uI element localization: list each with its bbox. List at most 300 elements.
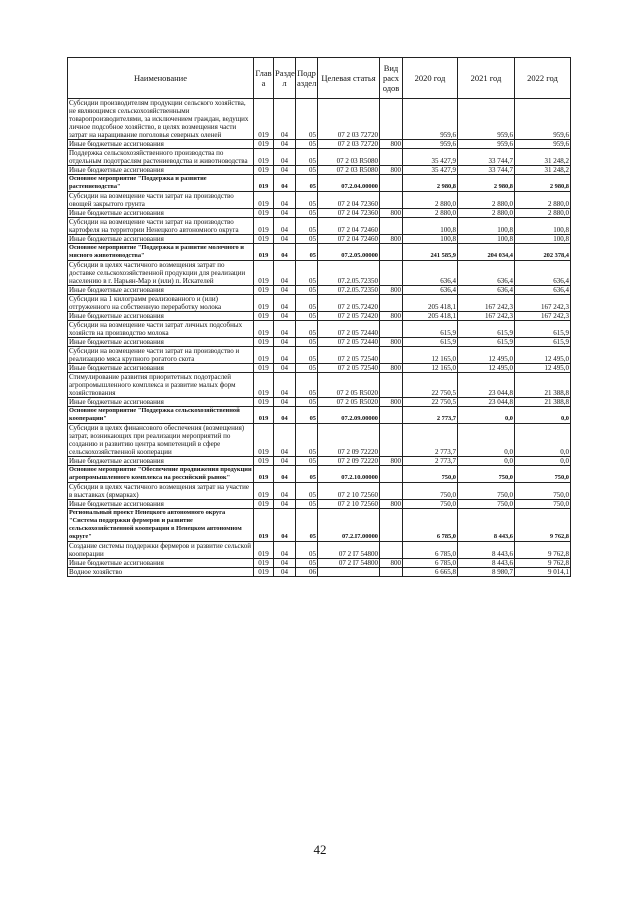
table-row (68, 244, 571, 261)
cell-2020: 959,6 (403, 140, 458, 149)
cell-target: 07 2 03 R5080 (318, 149, 380, 166)
cell-2022: 31 248,2 (515, 149, 571, 166)
cell-exp-type: 800 (380, 312, 403, 321)
cell-exp-type (380, 373, 403, 398)
cell-name: Иные бюджетные ассигнования (68, 500, 254, 509)
cell-2022: 167 242,3 (515, 295, 571, 312)
table-header-row (68, 58, 571, 99)
cell-2022: 750,0 (515, 466, 571, 483)
cell-exp-type (380, 407, 403, 424)
cell-exp-type (380, 509, 403, 542)
table-row (68, 500, 571, 509)
cell-exp-type: 800 (380, 364, 403, 373)
cell-razdel: 04 (274, 542, 296, 559)
cell-target: 07.2.I7.00000 (318, 509, 380, 542)
cell-glava: 019 (254, 364, 274, 373)
cell-razdel: 04 (274, 483, 296, 500)
cell-exp-type (380, 466, 403, 483)
cell-target: 07 2 I7 54800 (318, 559, 380, 568)
cell-target: 07 2 05 72540 (318, 364, 380, 373)
cell-2020: 12 165,0 (403, 364, 458, 373)
cell-podrazdel: 05 (296, 192, 318, 209)
cell-podrazdel: 05 (296, 407, 318, 424)
cell-razdel: 04 (274, 509, 296, 542)
cell-2022: 750,0 (515, 500, 571, 509)
cell-razdel: 04 (274, 364, 296, 373)
cell-target: 07.2.05.72350 (318, 261, 380, 286)
cell-exp-type: 800 (380, 286, 403, 295)
cell-2022: 9 014,1 (515, 568, 571, 577)
table-row (68, 209, 571, 218)
cell-podrazdel: 05 (296, 244, 318, 261)
header-razdel: Разде л (274, 58, 296, 99)
cell-razdel: 04 (274, 466, 296, 483)
cell-2021: 636,4 (458, 261, 515, 286)
cell-name: Иные бюджетные ассигнования (68, 286, 254, 295)
cell-2020: 22 750,5 (403, 373, 458, 398)
cell-2021: 8 443,6 (458, 559, 515, 568)
cell-target: 07 2 05 R5020 (318, 373, 380, 398)
cell-2020: 2 980,8 (403, 175, 458, 192)
cell-2022: 959,6 (515, 99, 571, 140)
cell-razdel: 04 (274, 321, 296, 338)
cell-name: Субсидии в целях частичного возмещения затрат на участие в выставках (ярмарках) (68, 483, 254, 500)
cell-2021: 0,0 (458, 457, 515, 466)
cell-target: 07 2 05 72440 (318, 321, 380, 338)
cell-2021: 615,9 (458, 321, 515, 338)
cell-glava: 019 (254, 235, 274, 244)
cell-exp-type (380, 424, 403, 457)
cell-target: 07.2.04.00000 (318, 175, 380, 192)
table-body (68, 99, 571, 577)
cell-podrazdel: 05 (296, 483, 318, 500)
cell-glava: 019 (254, 295, 274, 312)
header-exp-type: Вид расх одов (380, 58, 403, 99)
cell-name: Иные бюджетные ассигнования (68, 235, 254, 244)
cell-target: 07 2 03 72720 (318, 99, 380, 140)
cell-razdel: 04 (274, 398, 296, 407)
cell-name: Субсидии производителям продукции сельского хозяйства, не являющимся сельскохозяйственными товаропроизводителями, за исключением граждан, ведущих личное подсобное хозяйство, в целях возмещения части затрат на наращивание поголовья северных оленей (68, 99, 254, 140)
cell-podrazdel: 05 (296, 509, 318, 542)
cell-2022: 21 388,8 (515, 398, 571, 407)
cell-razdel: 04 (274, 209, 296, 218)
header-2021: 2021 год (458, 58, 515, 99)
cell-podrazdel: 05 (296, 140, 318, 149)
cell-target: 07 2 I7 54800 (318, 542, 380, 559)
cell-podrazdel: 05 (296, 175, 318, 192)
table-row (68, 312, 571, 321)
cell-razdel: 04 (274, 192, 296, 209)
table-row (68, 457, 571, 466)
cell-exp-type: 800 (380, 338, 403, 347)
cell-glava: 019 (254, 218, 274, 235)
cell-target: 07.2.05.00000 (318, 244, 380, 261)
cell-2020: 2 880,0 (403, 209, 458, 218)
cell-2020: 2 880,0 (403, 192, 458, 209)
cell-glava: 019 (254, 312, 274, 321)
cell-podrazdel: 05 (296, 347, 318, 364)
cell-2022: 0,0 (515, 457, 571, 466)
cell-2021: 2 980,8 (458, 175, 515, 192)
cell-name: Иные бюджетные ассигнования (68, 140, 254, 149)
cell-razdel: 04 (274, 500, 296, 509)
cell-2022: 202 378,4 (515, 244, 571, 261)
table-row (68, 466, 571, 483)
cell-2022: 12 495,0 (515, 364, 571, 373)
cell-2021: 204 034,4 (458, 244, 515, 261)
cell-podrazdel: 05 (296, 166, 318, 175)
cell-glava: 019 (254, 338, 274, 347)
cell-2020: 636,4 (403, 261, 458, 286)
cell-target: 07 2 05 R5020 (318, 398, 380, 407)
cell-2022: 100,8 (515, 218, 571, 235)
cell-glava: 019 (254, 244, 274, 261)
cell-2021: 100,8 (458, 235, 515, 244)
cell-exp-type: 800 (380, 457, 403, 466)
cell-target: 07 2 05.72420 (318, 295, 380, 312)
cell-razdel: 04 (274, 218, 296, 235)
cell-exp-type (380, 542, 403, 559)
cell-2020: 2 773,7 (403, 424, 458, 457)
cell-podrazdel: 05 (296, 321, 318, 338)
cell-target: 07 2 10 72560 (318, 500, 380, 509)
cell-podrazdel: 05 (296, 338, 318, 347)
cell-target: 07.2.05.72350 (318, 286, 380, 295)
table-row (68, 140, 571, 149)
cell-2020: 2 773,7 (403, 457, 458, 466)
cell-2022: 636,4 (515, 261, 571, 286)
cell-2021: 12 495,0 (458, 347, 515, 364)
table-row (68, 424, 571, 457)
cell-2021: 23 044,8 (458, 373, 515, 398)
cell-razdel: 04 (274, 166, 296, 175)
cell-glava: 019 (254, 149, 274, 166)
cell-name: Основное мероприятие "Поддержка сельскохозяйственной кооперации" (68, 407, 254, 424)
cell-2020: 6 785,0 (403, 542, 458, 559)
cell-exp-type: 800 (380, 559, 403, 568)
table-row (68, 286, 571, 295)
table-row (68, 261, 571, 286)
page-number: 42 (313, 842, 327, 857)
cell-2022: 615,9 (515, 338, 571, 347)
cell-2021: 959,6 (458, 99, 515, 140)
cell-exp-type (380, 218, 403, 235)
cell-2022: 959,6 (515, 140, 571, 149)
cell-glava: 019 (254, 457, 274, 466)
table-row (68, 166, 571, 175)
cell-2022: 9 762,8 (515, 542, 571, 559)
cell-glava: 019 (254, 373, 274, 398)
cell-2021: 167 242,3 (458, 312, 515, 321)
cell-name: Иные бюджетные ассигнования (68, 338, 254, 347)
header-name: Наименование (68, 58, 254, 99)
table-row (68, 542, 571, 559)
cell-razdel: 04 (274, 99, 296, 140)
cell-2022: 2 880,0 (515, 192, 571, 209)
cell-name: Субсидии на возмещение части затрат личных подсобных хозяйств на производство молока (68, 321, 254, 338)
cell-2022: 636,4 (515, 286, 571, 295)
cell-2021: 615,9 (458, 338, 515, 347)
cell-podrazdel: 05 (296, 398, 318, 407)
cell-2021: 2 880,0 (458, 209, 515, 218)
cell-exp-type (380, 175, 403, 192)
cell-name: Иные бюджетные ассигнования (68, 209, 254, 218)
cell-2020: 750,0 (403, 466, 458, 483)
cell-2020: 6 785,0 (403, 559, 458, 568)
cell-name: Субсидии на возмещение части затрат на производство картофеля на территории Ненецкого автономного округа (68, 218, 254, 235)
cell-2022: 31 248,2 (515, 166, 571, 175)
cell-name: Иные бюджетные ассигнования (68, 166, 254, 175)
cell-name: Региональный проект Ненецкого автономного округа "Система поддержки фермеров и развитие сельскохозяйственной кооперации в Ненецком автономном округе" (68, 509, 254, 542)
cell-glava: 019 (254, 321, 274, 338)
cell-glava: 019 (254, 542, 274, 559)
cell-2021: 8 443,6 (458, 542, 515, 559)
cell-name: Субсидии на возмещение части затрат на производство овощей закрытого грунта (68, 192, 254, 209)
cell-glava: 019 (254, 568, 274, 577)
cell-podrazdel: 05 (296, 457, 318, 466)
cell-exp-type (380, 483, 403, 500)
cell-2020: 241 585,9 (403, 244, 458, 261)
cell-target: 07 2 09 72220 (318, 457, 380, 466)
cell-target: 07 2 04 72460 (318, 218, 380, 235)
cell-razdel: 04 (274, 407, 296, 424)
cell-razdel: 04 (274, 424, 296, 457)
cell-glava: 019 (254, 286, 274, 295)
cell-glava: 019 (254, 261, 274, 286)
table-row (68, 407, 571, 424)
cell-razdel: 04 (274, 457, 296, 466)
cell-2021: 0,0 (458, 407, 515, 424)
cell-razdel: 04 (274, 295, 296, 312)
cell-2020: 35 427,9 (403, 166, 458, 175)
budget-table (67, 57, 571, 577)
cell-name: Субсидии в целях частичного возмещения затрат по доставке сельскохозяйственной продукции для реализации населению в г. Нарьян-Мар и (или) п. Искателей (68, 261, 254, 286)
cell-name: Создание системы поддержки фермеров и развитие сельской кооперации (68, 542, 254, 559)
cell-2020: 6 665,8 (403, 568, 458, 577)
cell-exp-type (380, 347, 403, 364)
cell-name: Субсидии на 1 килограмм реализованного и (или) отгруженного на собственную переработку молока (68, 295, 254, 312)
cell-razdel: 04 (274, 286, 296, 295)
cell-podrazdel: 06 (296, 568, 318, 577)
table-row (68, 295, 571, 312)
cell-2021: 2 880,0 (458, 192, 515, 209)
table-row (68, 509, 571, 542)
cell-2022: 100,8 (515, 235, 571, 244)
table-row (68, 364, 571, 373)
cell-razdel: 04 (274, 559, 296, 568)
cell-glava: 019 (254, 509, 274, 542)
table-row (68, 398, 571, 407)
cell-target: 07.2.09.00000 (318, 407, 380, 424)
cell-2021: 23 044,8 (458, 398, 515, 407)
table-row (68, 192, 571, 209)
cell-glava: 019 (254, 407, 274, 424)
cell-2020: 12 165,0 (403, 347, 458, 364)
cell-razdel: 04 (274, 235, 296, 244)
cell-target: 07 2 05 72420 (318, 312, 380, 321)
cell-2020: 615,9 (403, 321, 458, 338)
cell-2021: 750,0 (458, 500, 515, 509)
cell-target: 07 2 03 R5080 (318, 166, 380, 175)
cell-2020: 205 418,1 (403, 312, 458, 321)
header-2020: 2020 год (403, 58, 458, 99)
cell-razdel: 04 (274, 568, 296, 577)
cell-name: Субсидии на возмещение части затрат на производство и реализацию мяса крупного рогатого скота (68, 347, 254, 364)
cell-target: 07.2.10.00000 (318, 466, 380, 483)
cell-target: 07 2 05 72540 (318, 347, 380, 364)
cell-2022: 2 880,0 (515, 209, 571, 218)
cell-exp-type: 800 (380, 398, 403, 407)
table-row (68, 99, 571, 140)
table-row (68, 373, 571, 398)
cell-2022: 21 388,8 (515, 373, 571, 398)
table-row (68, 559, 571, 568)
cell-2022: 9 762,8 (515, 509, 571, 542)
cell-2021: 100,8 (458, 218, 515, 235)
cell-2020: 205 418,1 (403, 295, 458, 312)
cell-name: Основное мероприятие "Обеспечение продвижения продукции агропромышленного комплекса на российский рынок" (69, 466, 252, 481)
cell-name: Иные бюджетные ассигнования (68, 364, 254, 373)
cell-podrazdel: 05 (296, 99, 318, 140)
cell-name: Субсидии в целях финансового обеспечения (возмещения) затрат, возникающих при реализации мероприятий по созданию и развитию центра компетенций в сфере сельскохозяйственной кооперации (68, 424, 254, 457)
cell-podrazdel: 05 (296, 286, 318, 295)
cell-target (318, 568, 380, 577)
cell-podrazdel: 05 (296, 542, 318, 559)
header-glava: Глав а (254, 58, 274, 99)
cell-2022: 12 495,0 (515, 347, 571, 364)
cell-name: Водное хозяйство (68, 568, 254, 577)
cell-2020: 35 427,9 (403, 149, 458, 166)
cell-podrazdel: 05 (296, 295, 318, 312)
cell-podrazdel: 05 (296, 466, 318, 483)
header-2022: 2022 год (515, 58, 571, 99)
cell-podrazdel: 05 (296, 424, 318, 457)
table-row (68, 483, 571, 500)
cell-exp-type: 800 (380, 166, 403, 175)
cell-razdel: 04 (274, 373, 296, 398)
cell-target: 07 2 04 72360 (318, 192, 380, 209)
cell-exp-type (380, 321, 403, 338)
cell-razdel: 04 (274, 338, 296, 347)
cell-2020: 750,0 (403, 483, 458, 500)
cell-2021: 8 443,6 (458, 509, 515, 542)
cell-2022: 615,9 (515, 321, 571, 338)
cell-2021: 750,0 (458, 483, 515, 500)
cell-exp-type: 800 (380, 500, 403, 509)
cell-podrazdel: 05 (296, 149, 318, 166)
cell-2021: 8 980,7 (458, 568, 515, 577)
cell-target: 07 2 03 72720 (318, 140, 380, 149)
cell-2020: 22 750,5 (403, 398, 458, 407)
cell-glava: 019 (254, 209, 274, 218)
cell-exp-type (380, 261, 403, 286)
table-row (68, 175, 571, 192)
cell-2020: 959,6 (403, 99, 458, 140)
cell-2020: 636,4 (403, 286, 458, 295)
table-row (68, 338, 571, 347)
cell-razdel: 04 (274, 312, 296, 321)
cell-2021: 636,4 (458, 286, 515, 295)
cell-2021: 750,0 (458, 466, 515, 483)
table-row (68, 149, 571, 166)
cell-razdel: 04 (274, 261, 296, 286)
cell-glava: 019 (254, 424, 274, 457)
cell-2022: 9 762,8 (515, 559, 571, 568)
header-podrazdel: Подр аздел (296, 58, 318, 99)
cell-target: 07 2 04 72460 (318, 235, 380, 244)
cell-2022: 0,0 (515, 424, 571, 457)
cell-name: Иные бюджетные ассигнования (68, 398, 254, 407)
cell-2020: 100,8 (403, 235, 458, 244)
cell-2021: 959,6 (458, 140, 515, 149)
cell-2022: 750,0 (515, 483, 571, 500)
cell-2021: 0,0 (458, 424, 515, 457)
cell-podrazdel: 05 (296, 500, 318, 509)
cell-2021: 33 744,7 (458, 149, 515, 166)
cell-exp-type (380, 99, 403, 140)
cell-podrazdel: 05 (296, 218, 318, 235)
cell-2021: 33 744,7 (458, 166, 515, 175)
cell-2020: 100,8 (403, 218, 458, 235)
cell-razdel: 04 (274, 149, 296, 166)
cell-glava: 019 (254, 483, 274, 500)
cell-podrazdel: 05 (296, 373, 318, 398)
cell-glava: 019 (254, 140, 274, 149)
cell-name: Основное мероприятие "Поддержка и развитие молочного и мясного животноводства" (68, 244, 254, 261)
cell-podrazdel: 05 (296, 364, 318, 373)
cell-podrazdel: 05 (296, 209, 318, 218)
cell-exp-type (380, 149, 403, 166)
cell-glava: 019 (254, 347, 274, 364)
cell-glava: 019 (254, 175, 274, 192)
cell-exp-type: 800 (380, 209, 403, 218)
cell-target: 07 2 05 72440 (318, 338, 380, 347)
cell-razdel: 04 (274, 347, 296, 364)
cell-2021: 167 242,3 (458, 295, 515, 312)
cell-podrazdel: 05 (296, 312, 318, 321)
cell-razdel: 04 (274, 140, 296, 149)
table-row (68, 568, 571, 577)
table-row (68, 347, 571, 364)
cell-podrazdel: 05 (296, 235, 318, 244)
table-row (68, 235, 571, 244)
cell-target: 07 2 09 72220 (318, 424, 380, 457)
cell-2020: 6 785,0 (403, 509, 458, 542)
cell-exp-type (380, 568, 403, 577)
cell-target: 07 2 04 72360 (318, 209, 380, 218)
cell-razdel: 04 (274, 244, 296, 261)
cell-exp-type: 800 (380, 140, 403, 149)
cell-name: Основное мероприятие "Поддержка и развитие растениеводства" (68, 175, 254, 192)
table-row (68, 321, 571, 338)
cell-2021: 12 495,0 (458, 364, 515, 373)
cell-exp-type (380, 295, 403, 312)
cell-glava: 019 (254, 192, 274, 209)
cell-glava: 019 (254, 398, 274, 407)
cell-2020: 615,9 (403, 338, 458, 347)
header-target: Целевая статья (318, 58, 380, 99)
cell-glava: 019 (254, 500, 274, 509)
cell-glava: 019 (254, 166, 274, 175)
cell-name: Иные бюджетные ассигнования (68, 312, 254, 321)
cell-name: Поддержка сельскохозяйственного производства по отдельным подотраслям растениеводства и животноводства (68, 149, 254, 166)
cell-2022: 2 980,8 (515, 175, 571, 192)
cell-name: Стимулирование развития приоритетных подотраслей агропромышленного комплекса и развитие малых форм хозяйствования (68, 373, 254, 398)
cell-exp-type (380, 192, 403, 209)
cell-exp-type: 800 (380, 235, 403, 244)
cell-podrazdel: 05 (296, 559, 318, 568)
cell-razdel: 04 (274, 175, 296, 192)
